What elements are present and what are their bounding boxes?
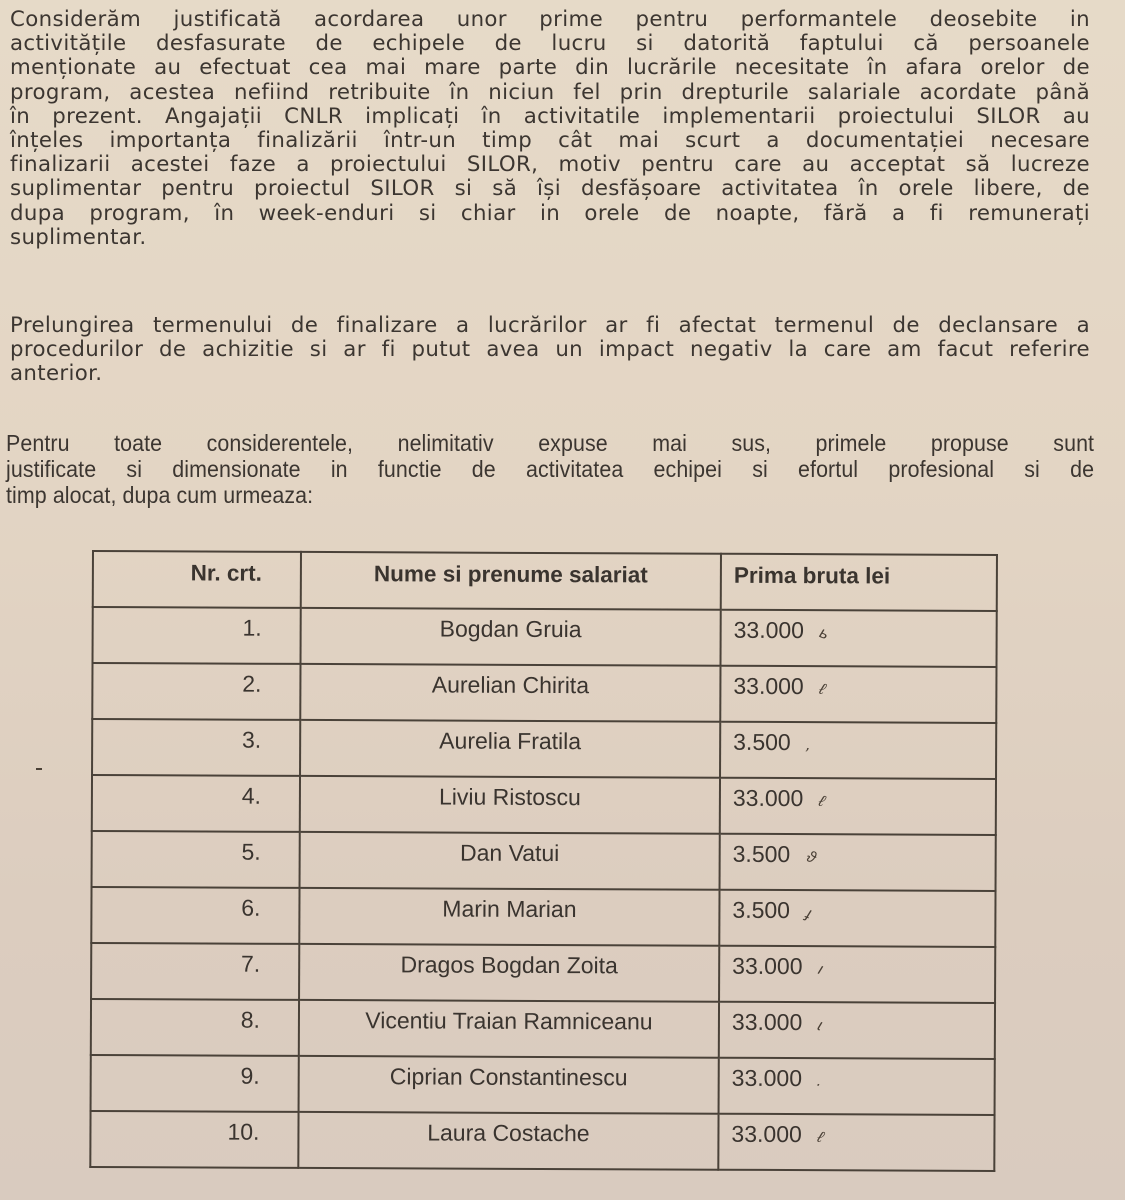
text-line: Pentru toate considerentele, nelimitativ expuse mai sus, primele propuse sunt [6, 430, 1095, 456]
handwritten-check-mark: ı [815, 960, 826, 979]
employee-name: Laura Costache [298, 1112, 718, 1170]
handwritten-check-mark: ℓ [817, 680, 828, 699]
table-row [90, 1111, 994, 1171]
employee-name: Marin Marian [299, 888, 719, 946]
text-line: menționate au efectuat cea mai mare parte din lucrările necesitate în afara orelor de [10, 55, 1090, 81]
text-line: timp alocat, dupa cum urmeaza: [6, 482, 314, 508]
handwritten-check-mark: ɩ [815, 1017, 825, 1035]
employee-name: Aurelia Fratila [300, 720, 720, 778]
paragraph-conclusion [6, 430, 1094, 508]
table-row [91, 887, 995, 947]
table-row [92, 663, 996, 723]
bonus-amount-cell [719, 1058, 995, 1115]
table-row [93, 607, 997, 667]
text-line: înțeles importanța finalizării într-un timp cât mai scurt a documentației necesare [10, 128, 1090, 154]
text-line: justificate si dimensionate in functie de activitatea echipei si efortul profesional si de [6, 456, 1095, 482]
table-row [91, 943, 995, 1003]
table-header-row [93, 551, 997, 611]
bonus-amount: 3.500 [732, 840, 791, 868]
handwritten-check-mark: . [815, 1072, 826, 1091]
table-row [92, 719, 996, 779]
paragraph-justification [10, 8, 1090, 250]
employee-name: Liviu Ristoscu [300, 776, 720, 834]
handwritten-check-mark: ɟ [803, 904, 814, 923]
bonus-amount-cell [719, 946, 995, 1003]
bonus-amount-cell [718, 1114, 994, 1171]
text-line: finalizarii acestei faze a proiectului SILOR, motiv pentru care au acceptat să lucreze [10, 152, 1090, 178]
row-number: 6. [91, 887, 299, 944]
bonus-amount-cell [720, 834, 996, 891]
employee-name: Dragos Bogdan Zoita [299, 944, 719, 1002]
employee-name: Ciprian Constantinescu [299, 1056, 719, 1114]
bonus-amount: 33.000 [731, 1008, 803, 1036]
bonus-amount: 33.000 [732, 952, 803, 980]
row-number: 3. [92, 719, 300, 776]
handwritten-check-mark: ь [817, 624, 832, 644]
row-number: 7. [91, 943, 299, 1000]
employee-name: Aurelian Chirita [300, 664, 720, 722]
handwritten-check-mark: ℓ [816, 792, 828, 811]
bonus-amount-cell [721, 610, 997, 667]
header-name: Nume si prenume salariat [301, 552, 721, 610]
row-number: 10. [90, 1111, 298, 1168]
text-line: anterior. [10, 361, 103, 387]
row-number: 5. [92, 831, 300, 888]
bonus-amount-cell [719, 1002, 995, 1059]
employee-name: Dan Vatui [300, 832, 720, 890]
bonus-amount: 33.000 [731, 1064, 803, 1092]
bonus-amount-cell [720, 778, 996, 835]
bonus-amount: 3.500 [733, 728, 791, 756]
row-number: 9. [91, 1055, 299, 1112]
table-row [92, 775, 996, 835]
employee-name: Vicentiu Traian Ramniceanu [299, 1000, 719, 1058]
bonus-amount-cell [720, 722, 996, 779]
text-line: Considerăm justificată acordarea unor prime pentru performantele deosebite in [10, 7, 1090, 32]
header-amount: Prima bruta lei [721, 554, 997, 611]
handwritten-check-mark: ℓ [815, 1128, 826, 1147]
table-body [90, 607, 996, 1171]
bonus-amount: 33.000 [732, 784, 804, 812]
text-line: suplimentar. [10, 224, 147, 250]
text-line: suplimentar pentru proiectul SILOR si să își desfășoare activitatea în orele libere, de [10, 176, 1090, 202]
table-row [91, 1055, 995, 1115]
bonus-amount: 33.000 [733, 616, 805, 644]
margin-mark [36, 768, 42, 770]
table-row [92, 831, 996, 891]
paragraph-deadline-impact [10, 314, 1090, 387]
handwritten-check-mark: , [804, 736, 815, 755]
row-number: 4. [92, 775, 300, 832]
row-number: 2. [92, 663, 300, 720]
bonus-amount: 33.000 [731, 1120, 802, 1148]
row-number: 1. [93, 607, 301, 664]
employee-name: Bogdan Gruia [301, 608, 721, 666]
handwritten-check-mark: ϑ [803, 848, 818, 868]
bonus-amount-cell [719, 890, 995, 947]
header-nr: Nr. crt. [93, 551, 301, 608]
text-line: activitățile desfasurate de echipele de lucru si datorită faptului că persoanele [10, 31, 1090, 57]
text-line: program, acestea nefiind retribuite în niciun fel prin drepturile salariale acordate până [10, 79, 1090, 105]
bonus-amount: 3.500 [732, 896, 791, 924]
bonus-amount: 33.000 [733, 672, 804, 700]
bonus-amount-cell [720, 666, 996, 723]
text-line: procedurilor de achizitie si ar fi putut avea un impact negativ la care am facut referire [10, 337, 1090, 363]
text-line: dupa program, în week-enduri si chiar in orele de noapte, fără a fi remunerați [10, 200, 1090, 226]
row-number: 8. [91, 999, 299, 1056]
bonus-table [89, 550, 998, 1172]
table-row [91, 999, 995, 1059]
text-line: în prezent. Angajații CNLR implicați în activitatile implementarii proiectului SILOR au [10, 103, 1090, 129]
text-line: Prelungirea termenului de finalizare a lucrărilor ar fi afectat termenul de declansare a [10, 313, 1090, 338]
